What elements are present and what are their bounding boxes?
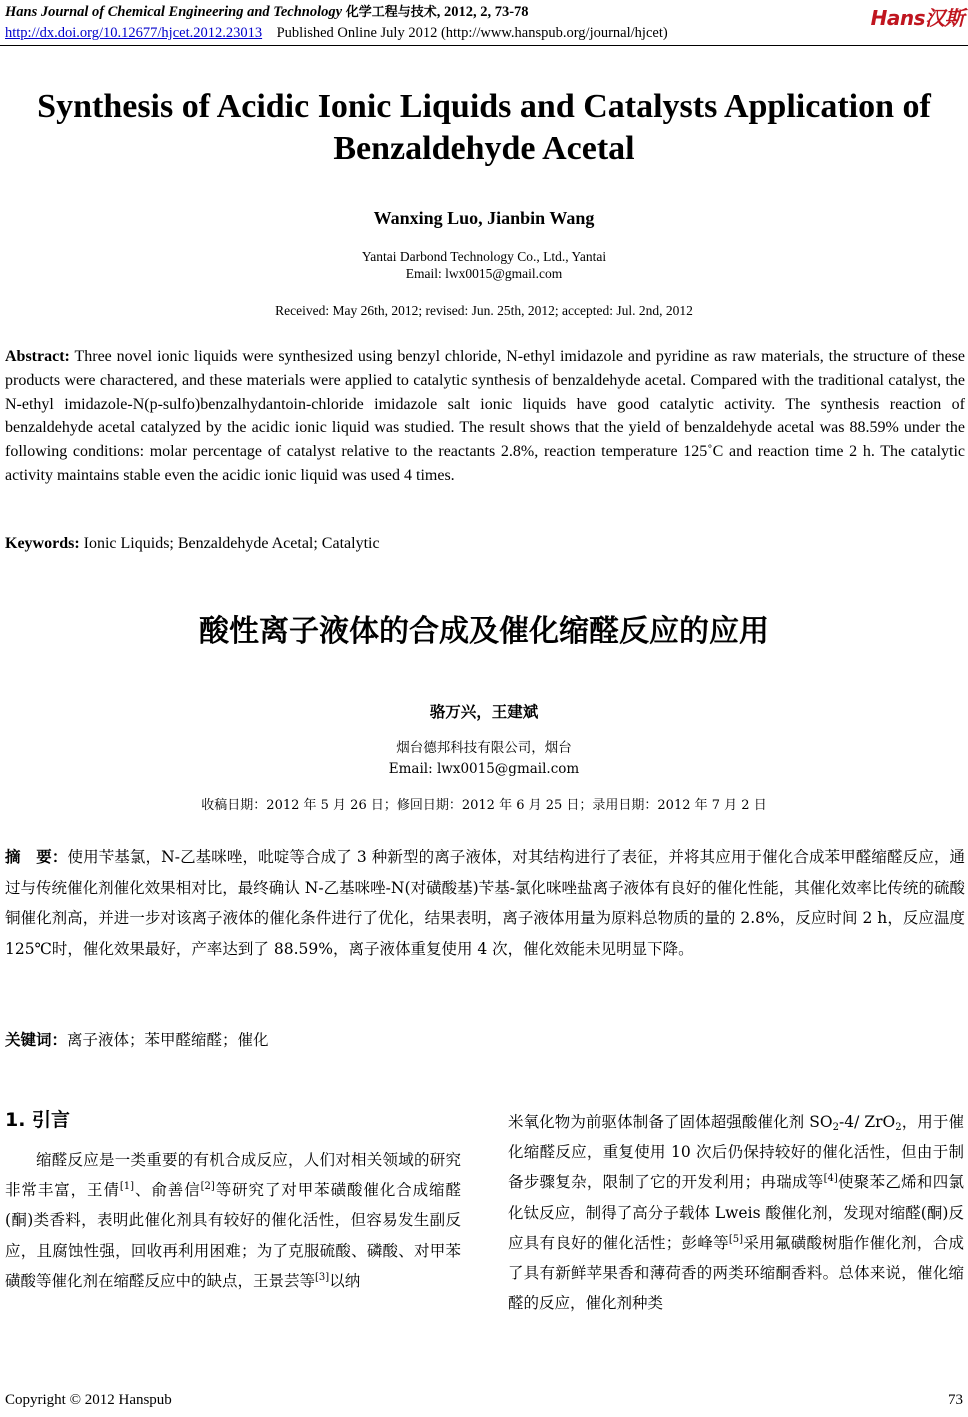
body-right-column [508, 1107, 964, 1318]
copyright: Copyright © 2012 Hanspub [5, 1392, 172, 1408]
body-text: 使聚苯乙烯和四氯化钛反应，制得了高分子载体 Lweis 酸催化剂，发现对缩醛(酮)反应具有良好的催化活性；彭峰等 [508, 1173, 964, 1252]
chinese-abstract-label: 摘 要： [5, 848, 68, 866]
journal-header [5, 2, 963, 43]
body-text: 采用氟磺酸树脂作催化剂，合成了具有新鲜苹果香和薄荷香的两类环缩酮香料。总体来说，催化缩醛的反应，催化剂种类 [508, 1233, 964, 1313]
page-number: 73 [948, 1392, 963, 1408]
page-footer [5, 1392, 963, 1409]
chinese-authors: 骆万兴，王建斌 [429, 702, 539, 721]
journal-line [5, 2, 963, 23]
citation-2[interactable]: [2] [200, 1181, 215, 1193]
hans-logo: Hans汉斯 [870, 6, 964, 30]
citation-5[interactable]: [5] [728, 1233, 744, 1245]
english-keywords [5, 535, 965, 553]
journal-issue: , 2012, 2, 73-78 [436, 4, 529, 20]
english-authors: Wanxing Luo, Jianbin Wang [373, 208, 595, 228]
journal-title-cn: 化学工程与技术 [345, 5, 437, 20]
doi-line [5, 23, 963, 43]
english-dates: Received: May 26th, 2012; revised: Jun. 25th, 2012; accepted: Jul. 2nd, 2012 [275, 303, 693, 318]
chinese-keywords-label: 关键词： [5, 1031, 68, 1049]
chinese-email: Email: lwx0015@gmail.com [388, 761, 580, 777]
body-text: ，用于催化缩醛反应，重复使用 10 次后仍保持较好的催化活性，但由于制备步骤复杂，限制了它的开发利用；冉瑞成等 [508, 1113, 964, 1192]
subscript: 2 [895, 1122, 902, 1133]
body-text: -4/ ZrO [839, 1113, 896, 1131]
chinese-abstract [5, 842, 965, 964]
chinese-abstract-text: 使用苄基氯，N-乙基咪唑，吡啶等合成了 3 种新型的离子液体，对其结构进行了表征，并将其应用于催化合成苯甲醛缩醛反应，通过与传统催化剂催化效果相对比，最终确认 N-乙基咪唑-N(对磺酸基)苄基-氯化咪唑盐离子液体有良好的催化性能，其催化效率比传统的硫酸铜催化剂高，并进一步对该离子液体的催化条件进行了优化，结果表明，离子液体用量为原料总物质的量的 2.8%，反应时间 2 h，反应温度 125℃时，催化效果最好，产率达到了 88.59%，离子液体重复使用 4 次，催化效能未见明显下降。 [5, 848, 965, 958]
body-text: 缩醛反应是一类重要的有机合成反应，人们对相关领域的研究非常丰富，王倩 [5, 1151, 461, 1200]
header-rule [0, 45, 968, 46]
body-text: 米氧化物为前驱体制备了固体超强酸催化剂 SO [508, 1113, 833, 1131]
body-paragraph-left [5, 1145, 461, 1296]
english-abstract-text: Three novel ionic liquids were synthesized using benzyl chloride, N-ethyl imidazole and pyridine as raw materials, the structure of these products were charactered, and these materials were applied to catalytic synthesis of benzaldehyde acetal. Compared with the traditional catalyst, the N-ethyl imidazole-N(p-sulfo)benzalhydantoin-chloride imidazole salt ionic liquids have good catalytic activity. The synthesis reaction of benzaldehyde acetal catalyzed by the acidic ionic liquid was studied. The result shows that the yield of benzaldehyde acetal was 88.59% under the following conditions: molar percentage of catalyst relative to the reactants 2.8%, reaction temperature 125˚C and reaction time 2 h. The catalytic activity maintains stable even the acidic ionic liquid was used 4 times. [5, 348, 965, 484]
chinese-dates: 收稿日期：2012 年 5 月 26 日；修回日期：2012 年 6 月 25 日；录用日期：2012 年 7 月 2 日 [201, 798, 767, 813]
section-heading: 1. 引言 [5, 1109, 71, 1131]
chinese-keywords-text: 离子液体；苯甲醛缩醛；催化 [67, 1031, 269, 1049]
chinese-title: 酸性离子液体的合成及催化缩醛反应的应用 [199, 614, 769, 649]
chinese-affiliation: 烟台德邦科技有限公司，烟台 [396, 740, 572, 756]
english-keywords-label: Keywords: [5, 535, 80, 552]
english-abstract-label: Abstract: [5, 348, 70, 365]
english-keywords-text: Ionic Liquids; Benzaldehyde Acetal; Catalytic [83, 535, 380, 552]
chinese-affiliation-block [0, 738, 968, 780]
body-text: 以纳 [329, 1271, 361, 1290]
body-left-column [5, 1105, 461, 1296]
english-title: Synthesis of Acidic Ionic Liquids and Catalysts Application of Benzaldehyde Acetal [37, 88, 931, 167]
body-text: 、俞善信 [134, 1181, 201, 1200]
english-abstract [5, 345, 965, 488]
english-affiliation: Yantai Darbond Technology Co., Ltd., Yantai [361, 249, 607, 264]
body-paragraph-right [508, 1107, 964, 1318]
published-online: Published Online July 2012 (http://www.hanspub.org/journal/hjcet) [276, 25, 668, 41]
body-text: 等研究了对甲苯磺酸催化合成缩醛(酮)类香料，表明此催化剂具有较好的催化活性，但容易发生副反应，且腐蚀性强，回收再利用困难；为了克服硫酸、磷酸、对甲苯磺酸等催化剂在缩醛反应中的缺点，王景芸等 [5, 1181, 461, 1290]
citation-4[interactable]: [4] [823, 1173, 838, 1185]
chinese-keywords [5, 1028, 965, 1050]
citation-1[interactable]: [1] [119, 1181, 135, 1193]
citation-3[interactable]: [3] [315, 1271, 330, 1283]
doi-link[interactable]: http://dx.doi.org/10.12677/hjcet.2012.23013 [5, 25, 263, 41]
english-email: Email: lwx0015@gmail.com [405, 266, 563, 281]
journal-title: Hans Journal of Chemical Engineering and Technology [5, 4, 343, 20]
subscript: 2 [832, 1122, 839, 1133]
english-affiliation-block [0, 248, 968, 282]
